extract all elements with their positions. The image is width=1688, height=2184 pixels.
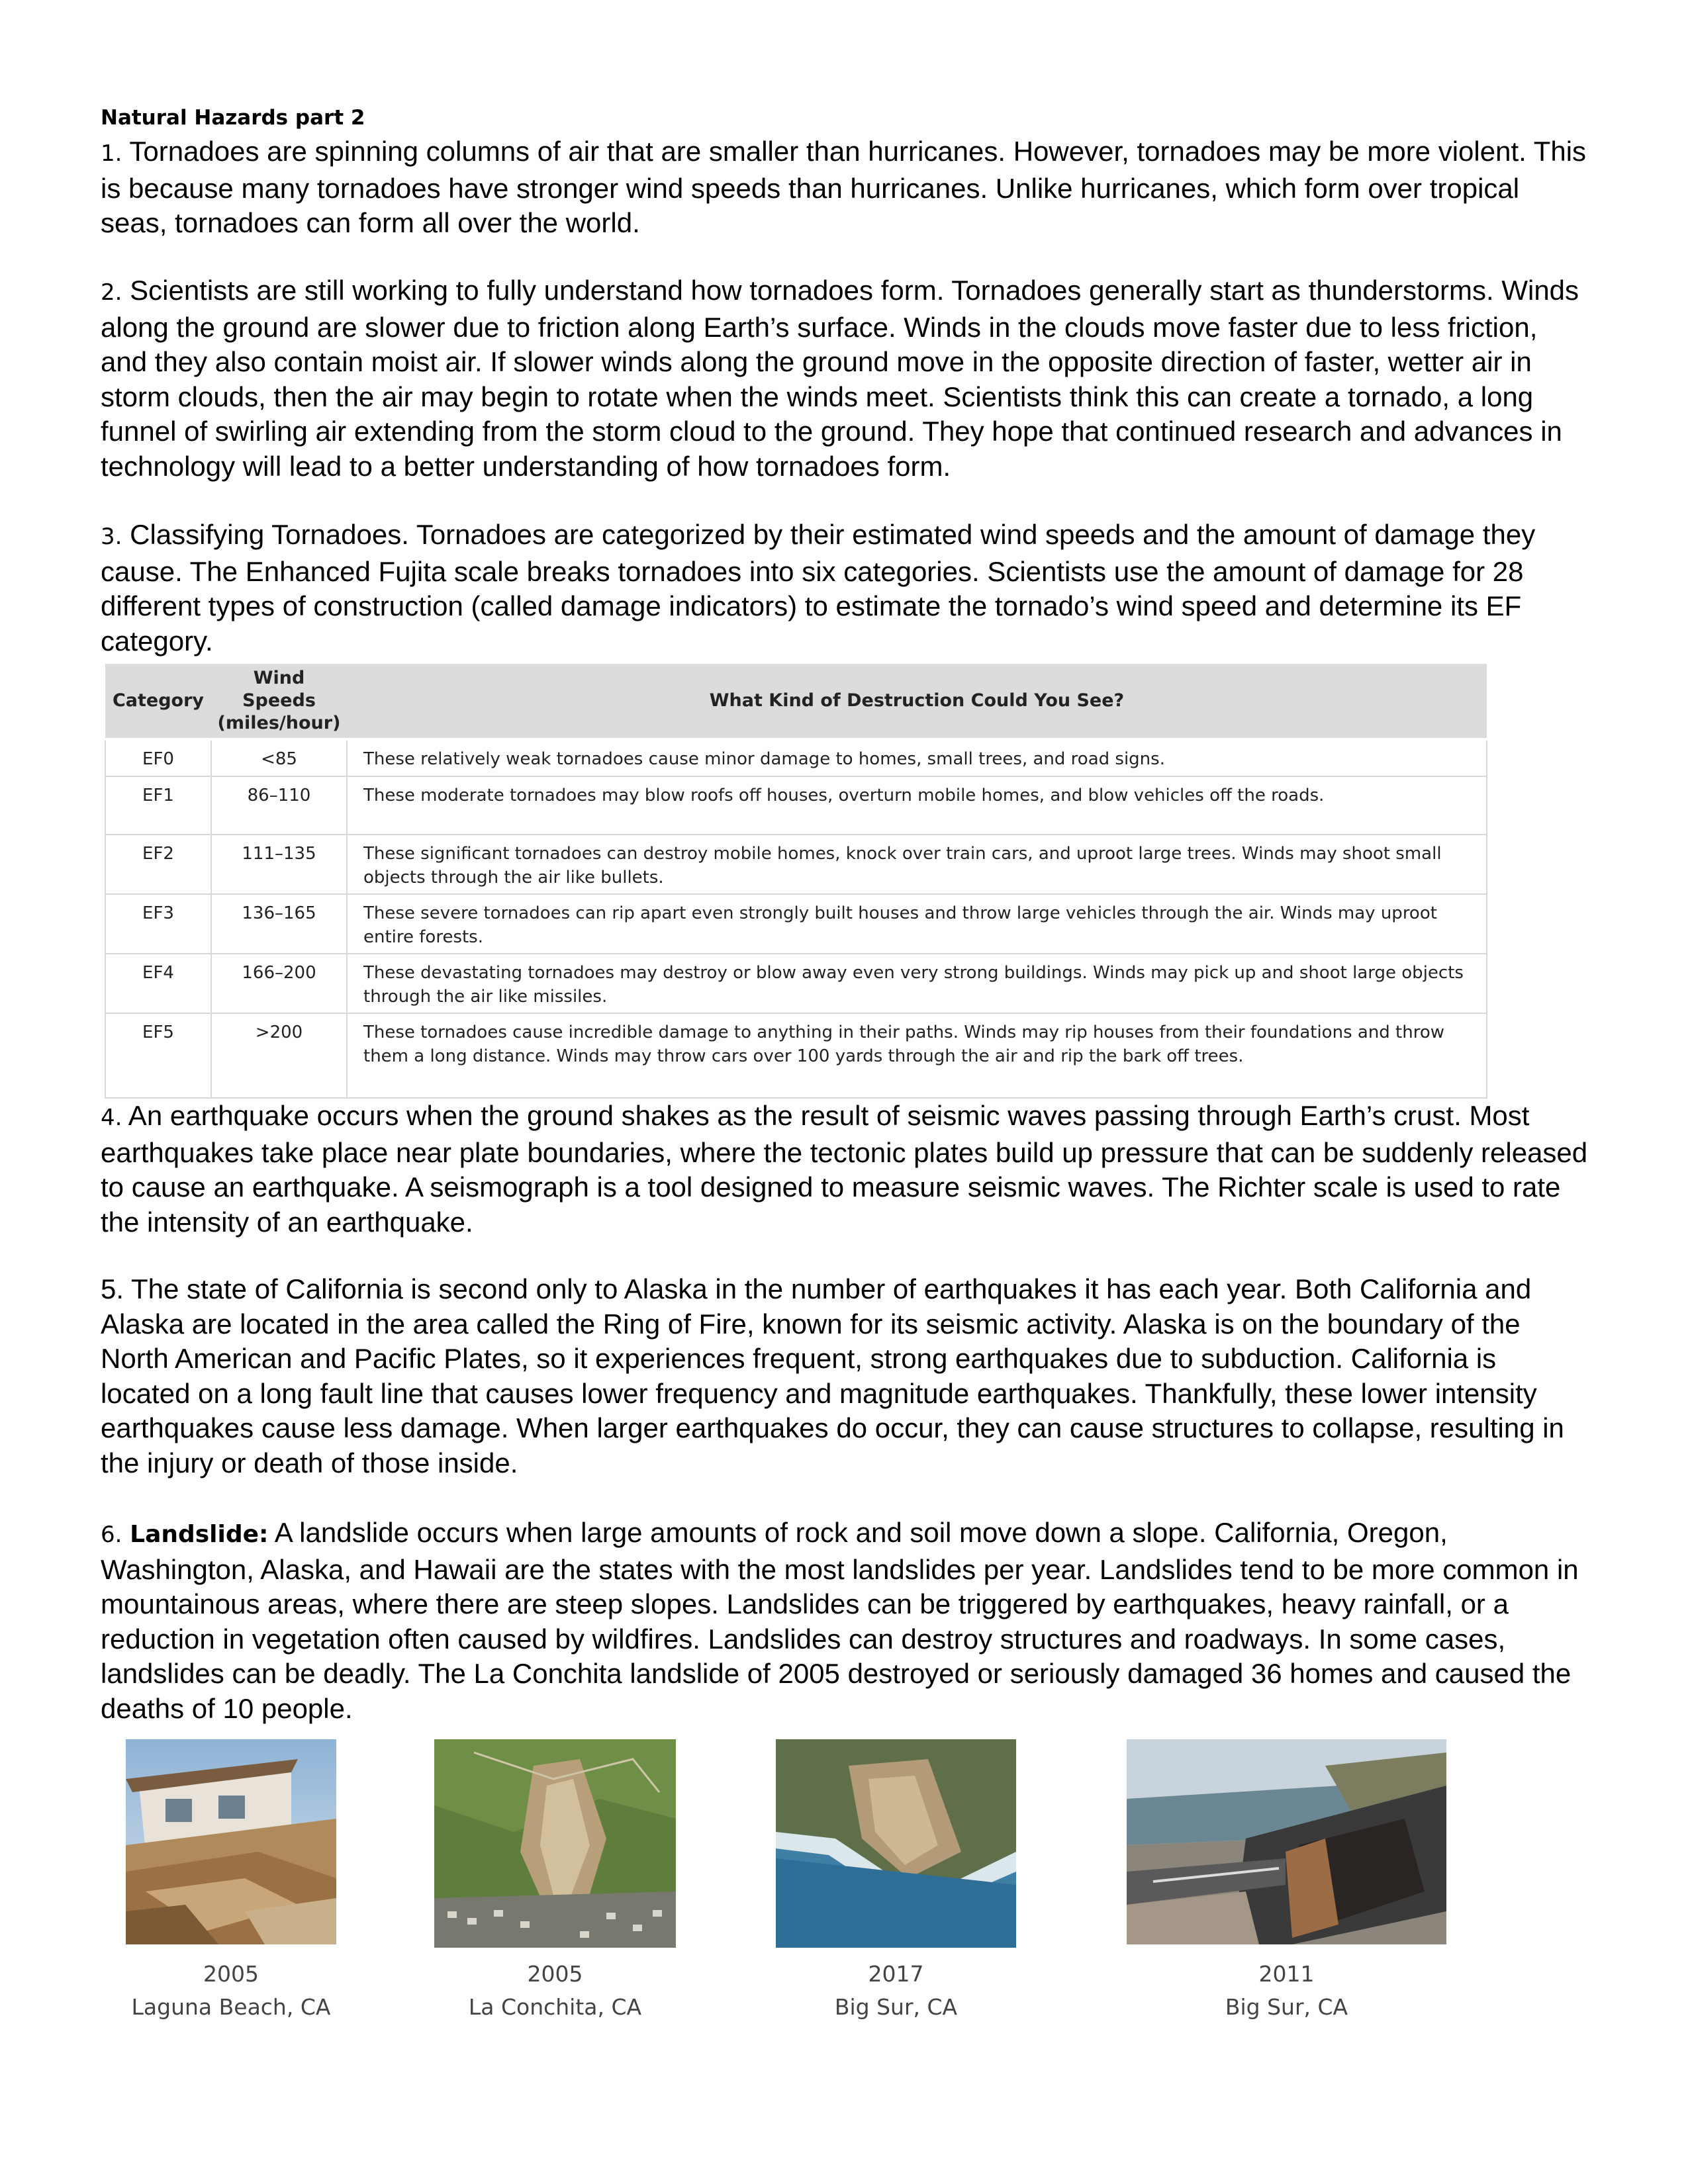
cell-speed: <85	[211, 739, 347, 776]
paragraph-6	[101, 1516, 1590, 1726]
table-header-row	[105, 664, 1487, 739]
coastal-slide-image	[776, 1739, 1016, 1948]
paragraph-text: 5. The state of California is second only to Alaska in the number of earthquakes it has each year. Both California and Alaska are located in the area called the Ring of Fire, known for its seismic activity. Alaska is on the boundary of the North American and Pacific Plates, so it experiences frequent, strong earthquakes due to subduction. California is located on a long fault line that causes lower frequency and magnitude earthquakes. Thankfully, these lower intensity earthquakes cause less damage. When larger earthquakes do occur, they can cause structures to collapse, resulting in the injury or death of those inside.	[101, 1273, 1564, 1479]
cell-speed: >200	[211, 1013, 347, 1098]
photo-place: Big Sur, CA	[1225, 1994, 1348, 2020]
photo-caption	[776, 1958, 1016, 2024]
paragraph-4	[101, 1099, 1590, 1240]
document-title: Natural Hazards part 2	[101, 106, 365, 130]
table-row	[105, 776, 1487, 835]
cell-speed: 136–165	[211, 894, 347, 954]
header-wind-speeds	[211, 664, 347, 739]
paragraph-text: Tornadoes are spinning columns of air that are smaller than hurricanes. However, tornadoes may be more violent. This is because many tornadoes have stronger wind speeds than hurricanes. Unlike hurricanes, which form over tropical seas, tornadoes can form all over the world.	[101, 136, 1587, 238]
cell-category: EF4	[105, 954, 211, 1013]
photo-year: 2017	[868, 1961, 924, 1987]
big-sur-2011-road-collapse-photo	[1127, 1739, 1446, 1944]
paragraph-number: 2.	[101, 279, 122, 306]
paragraph-5	[101, 1272, 1590, 1480]
photo-year: 2005	[527, 1961, 583, 1987]
cell-category: EF1	[105, 776, 211, 835]
enhanced-fujita-table	[105, 664, 1487, 1099]
table-row	[105, 739, 1487, 776]
collapsed-road-image	[1127, 1739, 1446, 1944]
hillside-slide-image	[434, 1739, 676, 1948]
photo-year: 2011	[1258, 1961, 1315, 1987]
table-row	[105, 835, 1487, 894]
cell-category: EF3	[105, 894, 211, 954]
paragraph-text: Classifying Tornadoes. Tornadoes are categorized by their estimated wind speeds and the amount of damage they cause. The Enhanced Fujita scale breaks tornadoes into six categories. Scientists use the amount of damage for 28 different types of construction (called damage indicators) to estimate the tornado’s wind speed and determine its EF category.	[101, 519, 1536, 657]
header-destruction: What Kind of Destruction Could You See?	[347, 664, 1487, 739]
cell-description: These severe tornadoes can rip apart even strongly built houses and throw large vehicles through the air. Winds may uproot entire forests.	[347, 894, 1487, 954]
paragraph-text: A landslide occurs when large amounts of rock and soil move down a slope. California, Oregon, Washington, Alaska, and Hawaii are the states with the most landslides per year. Landslides tend to be more common in mountainous areas, where there are steep slopes. Landslides can be triggered by earthquakes, heavy rainfall, or a reduction in vegetation often caused by wildfires. Landslides can destroy structures and roadways. In some cases, landslides can be deadly. The La Conchita landslide of 2005 destroyed or seriously damaged 36 homes and caused the deaths of 10 people.	[101, 1517, 1579, 1724]
paragraph-text: Scientists are still working to fully understand how tornadoes form. Tornadoes generally start as thunderstorms. Winds along the ground are slower due to friction along Earth’s surface. Winds in the clouds move faster due to less friction, and they also contain moist air. If slower winds along the ground move in the opposite direction of faster, wetter air in storm clouds, then the air may begin to rotate when the winds meet. Scientists think this can create a tornado, a long funnel of swirling air extending from the storm cloud to the ground. They hope that continued research and advances in technology will lead to a better understanding of how tornadoes form.	[101, 275, 1579, 482]
paragraph-number: 4.	[101, 1105, 122, 1131]
cell-speed: 86–110	[211, 776, 347, 835]
paragraph-number: 6.	[101, 1522, 122, 1548]
landslide-house-image	[126, 1739, 336, 1944]
cell-description: These relatively weak tornadoes cause minor damage to homes, small trees, and road signs.	[347, 739, 1487, 776]
big-sur-2017-landslide-photo	[776, 1739, 1016, 1948]
table-row	[105, 954, 1487, 1013]
paragraph-2	[101, 273, 1590, 484]
paragraph-number: 3.	[101, 523, 122, 550]
table-row	[105, 1013, 1487, 1098]
photo-place: Big Sur, CA	[834, 1994, 958, 2020]
photo-caption	[126, 1958, 336, 2024]
photo-place: La Conchita, CA	[468, 1994, 642, 2020]
paragraph-label: Landslide:	[130, 1521, 269, 1548]
table-row	[105, 894, 1487, 954]
photo-year: 2005	[203, 1961, 259, 1987]
laguna-beach-landslide-photo	[126, 1739, 336, 1944]
cell-category: EF5	[105, 1013, 211, 1098]
header-wind-line2: Speeds	[242, 690, 316, 711]
header-category: Category	[105, 664, 211, 739]
cell-category: EF2	[105, 835, 211, 894]
paragraph-1	[101, 134, 1590, 241]
photo-place: Laguna Beach, CA	[131, 1994, 331, 2020]
header-wind-line1: Wind	[253, 668, 305, 688]
cell-speed: 166–200	[211, 954, 347, 1013]
paragraph-3	[101, 518, 1590, 659]
header-wind-line3: (miles/hour)	[217, 713, 341, 733]
cell-description: These devastating tornadoes may destroy or blow away even very strong buildings. Winds may pick up and shoot large objects through the air like missiles.	[347, 954, 1487, 1013]
cell-description: These moderate tornadoes may blow roofs off houses, overturn mobile homes, and blow vehicles off the roads.	[347, 776, 1487, 835]
cell-speed: 111–135	[211, 835, 347, 894]
la-conchita-landslide-photo	[434, 1739, 676, 1948]
paragraph-number: 1.	[101, 140, 122, 167]
cell-description: These significant tornadoes can destroy mobile homes, knock over train cars, and uproot large trees. Winds may shoot small objects through the air like bullets.	[347, 835, 1487, 894]
cell-description: These tornadoes cause incredible damage to anything in their paths. Winds may rip houses from their foundations and throw them a long distance. Winds may throw cars over 100 yards through the air and rip the bark off trees.	[347, 1013, 1487, 1098]
paragraph-text: An earthquake occurs when the ground shakes as the result of seismic waves passing through Earth’s crust. Most earthquakes take place near plate boundaries, where the tectonic plates build up pressure that can be suddenly released to cause an earthquake. A seismograph is a tool designed to measure seismic waves. The Richter scale is used to rate the intensity of an earthquake.	[101, 1100, 1588, 1238]
cell-category: EF0	[105, 739, 211, 776]
photo-caption	[1127, 1958, 1446, 2024]
photo-caption	[434, 1958, 676, 2024]
